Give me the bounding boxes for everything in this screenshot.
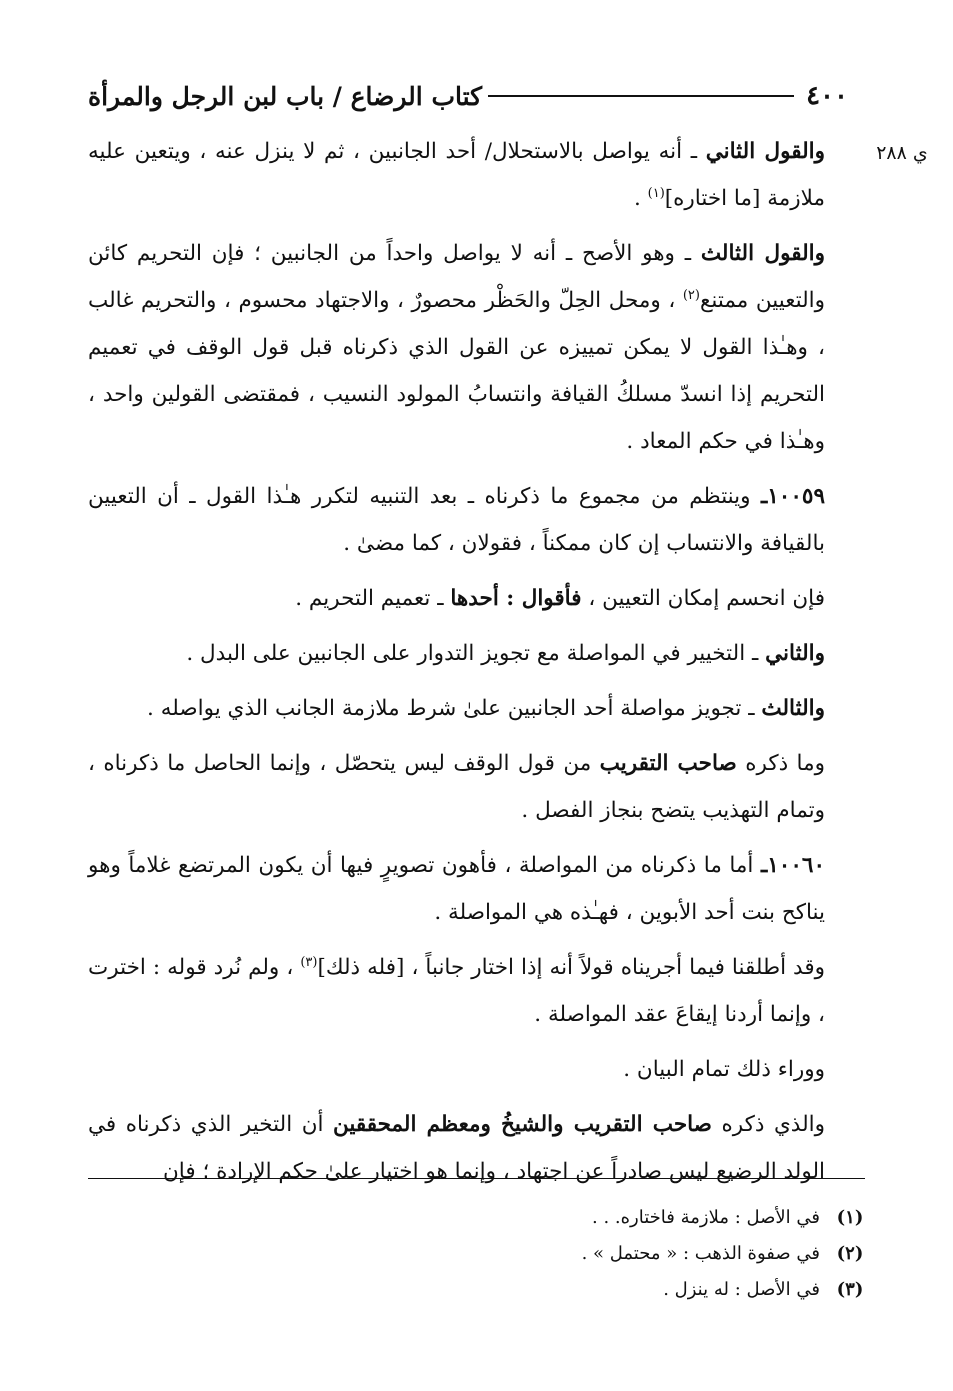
paragraph-lead: والقول الثالث: [700, 241, 825, 266]
section-number: ١٠٠٥٩ـ: [760, 484, 825, 509]
paragraph-tail: .: [633, 186, 648, 211]
paragraph-text: ـ أنه يواصل بالاستحلال/ أحد الجانبين ، ثم لا ينزل عنه ، ويتعين عليه ملازمة [ما اختاره]: [88, 139, 825, 211]
footnote-text: في صفوة الذهب : « محتمل » .: [581, 1243, 820, 1264]
paragraph-bold: صاحب التقريب والشيخُ ومعظم المحققين: [333, 1112, 712, 1137]
footnote-text: في الأصل : ملازمة فاختاره. . .: [592, 1207, 820, 1228]
paragraph-text: والذي ذكره: [711, 1112, 825, 1137]
paragraph-8: [88, 842, 865, 936]
paragraph-lead: والثالث: [761, 696, 825, 721]
footnotes: [300, 1200, 868, 1308]
footnote-rule: [88, 1178, 865, 1179]
page-header: [88, 72, 848, 120]
paragraph-1: [88, 128, 865, 222]
footnote-item: [300, 1272, 868, 1308]
paragraph-text-2: ـ تعميم التحريم .: [295, 586, 451, 611]
paragraph-4: [88, 575, 865, 622]
footnote-item: [300, 1200, 868, 1236]
paragraph-text: ـ التخيير في المواصلة مع تجويز التدوار على الجانبين على البدل .: [186, 641, 766, 666]
running-title: كتاب الرضاع / باب لبن الرجل والمرأة: [88, 81, 483, 111]
page-number: ٤٠٠: [806, 81, 848, 111]
paragraph-11: [88, 1101, 865, 1195]
footnote-item: [300, 1236, 868, 1272]
paragraph-lead: والثاني: [765, 641, 825, 666]
footnote-number: (٢): [836, 1243, 864, 1264]
paragraph-7: [88, 740, 865, 834]
margin-note: ي ٢٨٨: [876, 142, 928, 164]
paragraph-tail: ، ومحل الحِلّ والحَظْر محصورٌ ، والاجتهاد محسوم ، والتحريم غالب ، وهـٰذا القول لا يمكن تمييزه عن القول الذي ذكرناه قبل قول الوقف في تعميم التحريم إذا انسدّ مسلكُ القيافة وانتسابُ المولود النسيب ، فمقتضى القولين واحد ، وهـٰذا في حكم المعاد .: [88, 288, 825, 454]
paragraph-5: [88, 630, 865, 677]
footnote-number: (١): [836, 1207, 864, 1228]
paragraph-tail: ، ولم نُرد قوله : اخترت ، وإنما أردنا إيقاعَ عقد المواصلة .: [88, 955, 825, 1027]
section-number: ١٠٠٦٠ـ: [760, 853, 825, 878]
footnote-number: (٣): [836, 1279, 864, 1300]
paragraph-text: وما ذكره: [736, 751, 826, 776]
paragraph-text: وينتظم من مجموع ما ذكرناه ـ بعد التنبيه لتكرر هـٰذا القول ـ أن التعيين بالقيافة والانتساب إن كان ممكناً ، فقولان ، كما مضىٰ .: [88, 484, 825, 556]
body-text: [88, 128, 865, 1203]
header-rule: [488, 95, 794, 97]
paragraph-text: ووراء ذلك تمام البيان .: [623, 1057, 825, 1082]
paragraph-text: ـ تجويز مواصلة أحد الجانبين علىٰ شرط ملازمة الجانب الذي يواصله .: [147, 696, 762, 721]
paragraph-bold: فأقوال : أحدها: [450, 586, 582, 611]
paragraph-6: [88, 685, 865, 732]
paragraph-text: أما ما ذكرناه من المواصلة ، فأهون تصويرٍ فيها أن يكون المرتضع غلاماً وهو يناكح بنت أحد الأبوين ، فهـٰذه هي المواصلة .: [88, 853, 825, 925]
footnote-ref[interactable]: (١): [647, 185, 665, 201]
paragraph-9: [88, 944, 865, 1038]
paragraph-2: [88, 230, 865, 465]
paragraph-text-2: أن التخير الذي ذكرناه في الولد الرضيع ليس صادراً عن اجتهاد ، وإنما هو اختيار علىٰ حكم الإرادة ؛ فإن: [88, 1112, 825, 1184]
footnote-ref[interactable]: (٣): [300, 954, 318, 970]
paragraph-text: وقد أطلقنا فيما أجريناه قولاً أنه إذا اختار جانباً ، [فله ذلك]: [317, 955, 826, 980]
paragraph-bold: صاحب التقريب: [599, 751, 737, 776]
paragraph-text-2: من قول الوقف ليس يتحصّل ، وإنما الحاصل ما ذكرناه ، وتمام التهذيب يتضح بنجاز الفصل .: [88, 751, 825, 823]
paragraph-10: [88, 1046, 865, 1093]
paragraph-text: فإن انحسم إمكان التعيين ،: [581, 586, 825, 611]
paragraph-text: ـ وهو الأصح ـ أنه لا يواصل واحداً من الجانبين ؛ فإن التحريم كائن والتعيين ممتنع: [88, 241, 825, 313]
footnote-text: في الأصل : له ينزل .: [663, 1279, 820, 1300]
paragraph-3: [88, 473, 865, 567]
paragraph-lead: والقول الثاني: [705, 139, 825, 164]
footnote-ref[interactable]: (٢): [682, 287, 700, 303]
